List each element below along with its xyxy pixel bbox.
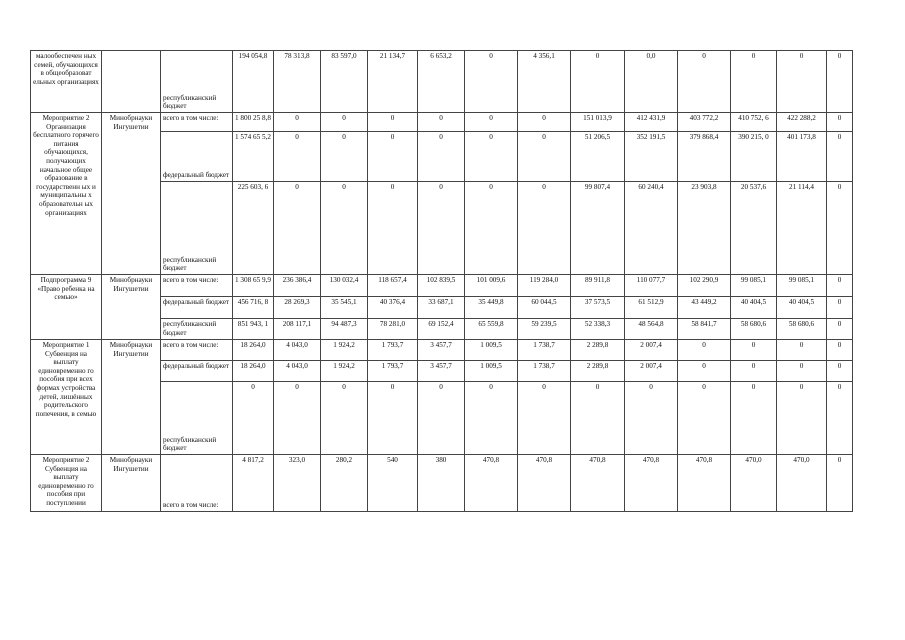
amount-cell: 1 793,7 [368, 340, 418, 361]
amount-cell: 352 191,5 [625, 132, 678, 182]
amount-cell: 0 [518, 382, 571, 455]
amount-cell: 1 574 65 5,2 [233, 132, 274, 182]
amount-cell: 52 338,3 [571, 319, 625, 340]
funding-source-cell: федеральный бюджет [161, 361, 233, 382]
amount-cell: 0 [731, 340, 777, 361]
amount-cell: 0 [678, 382, 731, 455]
executor-cell: Минобрнауки Ингушетии [102, 455, 161, 512]
activity-name-cell: Мероприятие 2 Субвенция на выплату единовременно го пособия при поступлении [31, 455, 102, 512]
amount-cell: 390 215, 0 [731, 132, 777, 182]
amount-cell: 99 085,1 [777, 275, 827, 297]
amount-cell: 118 657,4 [368, 275, 418, 297]
amount-cell: 0 [678, 51, 731, 113]
amount-cell: 470,8 [678, 455, 731, 512]
amount-cell: 0 [321, 382, 368, 455]
executor-cell: Минобрнауки Ингушетии [102, 340, 161, 455]
amount-cell: 6 653,2 [418, 51, 465, 113]
amount-cell: 0 [678, 361, 731, 382]
amount-cell: 470,8 [518, 455, 571, 512]
amount-cell: 0 [418, 182, 465, 275]
amount-cell: 99 085,1 [731, 275, 777, 297]
amount-cell: 4 043,0 [274, 361, 321, 382]
amount-cell: 0 [731, 382, 777, 455]
amount-cell: 0 [321, 182, 368, 275]
amount-cell: 37 573,5 [571, 297, 625, 319]
amount-cell: 0,0 [625, 51, 678, 113]
amount-cell: 0 [465, 51, 518, 113]
amount-cell: 0 [518, 182, 571, 275]
amount-cell: 4 043,0 [274, 340, 321, 361]
amount-cell: 0 [827, 132, 853, 182]
amount-cell: 0 [368, 132, 418, 182]
amount-cell: 21 114,4 [777, 182, 827, 275]
amount-cell: 1 009,5 [465, 361, 518, 382]
amount-cell: 280,2 [321, 455, 368, 512]
amount-cell: 0 [571, 382, 625, 455]
amount-cell: 208 117,1 [274, 319, 321, 340]
amount-cell: 0 [777, 382, 827, 455]
amount-cell: 0 [827, 51, 853, 113]
amount-cell: 99 807,4 [571, 182, 625, 275]
amount-cell: 0 [731, 361, 777, 382]
amount-cell: 225 603, 6 [233, 182, 274, 275]
amount-cell: 470,0 [731, 455, 777, 512]
amount-cell: 1 793,7 [368, 361, 418, 382]
amount-cell: 59 239,5 [518, 319, 571, 340]
amount-cell: 422 288,2 [777, 113, 827, 132]
table-row [31, 51, 853, 113]
amount-cell: 470,8 [465, 455, 518, 512]
amount-cell: 89 911,8 [571, 275, 625, 297]
amount-cell: 0 [827, 182, 853, 275]
amount-cell: 0 [678, 340, 731, 361]
amount-cell: 0 [827, 297, 853, 319]
amount-cell: 0 [518, 132, 571, 182]
executor-cell: Минобрнауки Ингушетии [102, 275, 161, 340]
amount-cell: 0 [827, 361, 853, 382]
amount-cell: 102 290,9 [678, 275, 731, 297]
amount-cell: 18 264,0 [233, 361, 274, 382]
amount-cell: 48 564,8 [625, 319, 678, 340]
amount-cell: 1 924,2 [321, 361, 368, 382]
amount-cell: 18 264,0 [233, 340, 274, 361]
amount-cell: 94 487,3 [321, 319, 368, 340]
amount-cell: 21 134,7 [368, 51, 418, 113]
funding-source-cell: республиканский бюджет [161, 182, 233, 275]
activity-name-cell: Подпрограмма 9 «Право ребенка на семью» [31, 275, 102, 340]
funding-source-cell: республиканский бюджет [161, 382, 233, 455]
funding-source-cell: всего в том числе: [161, 455, 233, 512]
amount-cell: 410 752, 6 [731, 113, 777, 132]
amount-cell: 51 206,5 [571, 132, 625, 182]
table-body [31, 51, 853, 512]
amount-cell: 4 356,1 [518, 51, 571, 113]
funding-source-cell: федеральный бюджет [161, 132, 233, 182]
amount-cell: 851 943, 1 [233, 319, 274, 340]
amount-cell: 0 [233, 382, 274, 455]
amount-cell: 0 [827, 275, 853, 297]
amount-cell: 0 [418, 113, 465, 132]
funding-source-cell: республиканский бюджет [161, 319, 233, 340]
amount-cell: 130 032,4 [321, 275, 368, 297]
amount-cell: 0 [418, 132, 465, 182]
amount-cell: 40 404,5 [731, 297, 777, 319]
amount-cell: 35 449,8 [465, 297, 518, 319]
amount-cell: 4 817,2 [233, 455, 274, 512]
amount-cell: 0 [465, 113, 518, 132]
amount-cell: 0 [827, 319, 853, 340]
amount-cell: 0 [827, 340, 853, 361]
amount-cell: 1 924,2 [321, 340, 368, 361]
funding-source-cell: федеральный бюджет [161, 297, 233, 319]
amount-cell: 3 457,7 [418, 340, 465, 361]
amount-cell: 401 173,8 [777, 132, 827, 182]
amount-cell: 33 687,1 [418, 297, 465, 319]
amount-cell: 412 431,9 [625, 113, 678, 132]
amount-cell: 380 [418, 455, 465, 512]
amount-cell: 3 457,7 [418, 361, 465, 382]
amount-cell: 60 240,4 [625, 182, 678, 275]
amount-cell: 194 054,8 [233, 51, 274, 113]
executor-cell [102, 51, 161, 113]
amount-cell: 1 738,7 [518, 340, 571, 361]
amount-cell: 0 [418, 382, 465, 455]
amount-cell: 40 404,5 [777, 297, 827, 319]
amount-cell: 0 [274, 382, 321, 455]
amount-cell: 0 [518, 113, 571, 132]
activity-name-cell: Мероприятие 2 Организация бесплатного горячего питания обучающихся, получающих начальное общее образование в государственн ых и муниципальны х образовательн ых организациях [31, 113, 102, 275]
table-row [31, 275, 853, 297]
amount-cell: 236 386,4 [274, 275, 321, 297]
amount-cell: 83 597,0 [321, 51, 368, 113]
amount-cell: 78 281,0 [368, 319, 418, 340]
table-row [31, 113, 853, 132]
amount-cell: 0 [274, 182, 321, 275]
table-row [31, 455, 853, 512]
amount-cell: 456 716, 8 [233, 297, 274, 319]
amount-cell: 540 [368, 455, 418, 512]
amount-cell: 0 [465, 182, 518, 275]
funding-source-cell: всего в том числе: [161, 275, 233, 297]
amount-cell: 0 [731, 51, 777, 113]
amount-cell: 2 289,8 [571, 361, 625, 382]
amount-cell: 101 009,6 [465, 275, 518, 297]
funding-source-cell: республиканский бюджет [161, 51, 233, 113]
amount-cell: 0 [274, 132, 321, 182]
table-row [31, 340, 853, 361]
funding-source-cell: всего в том числе: [161, 340, 233, 361]
amount-cell: 0 [777, 340, 827, 361]
amount-cell: 60 044,5 [518, 297, 571, 319]
amount-cell: 0 [777, 361, 827, 382]
amount-cell: 58 841,7 [678, 319, 731, 340]
amount-cell: 78 313,8 [274, 51, 321, 113]
amount-cell: 379 868,4 [678, 132, 731, 182]
amount-cell: 0 [571, 51, 625, 113]
amount-cell: 470,0 [777, 455, 827, 512]
amount-cell: 0 [465, 382, 518, 455]
amount-cell: 0 [625, 382, 678, 455]
activity-name-cell: Мероприятие 1 Субвенция на выплату единовременно го пособия при всех формах устройства детей, лишённых родительского попечения, в семью [31, 340, 102, 455]
amount-cell: 40 376,4 [368, 297, 418, 319]
budget-table [30, 50, 853, 512]
amount-cell: 102 839,5 [418, 275, 465, 297]
amount-cell: 1 800 25 8,8 [233, 113, 274, 132]
amount-cell: 20 537,6 [731, 182, 777, 275]
amount-cell: 1 738,7 [518, 361, 571, 382]
amount-cell: 69 152,4 [418, 319, 465, 340]
amount-cell: 1 009,5 [465, 340, 518, 361]
amount-cell: 1 308 65 9,9 [233, 275, 274, 297]
amount-cell: 0 [368, 182, 418, 275]
amount-cell: 0 [321, 113, 368, 132]
amount-cell: 0 [368, 113, 418, 132]
amount-cell: 65 559,8 [465, 319, 518, 340]
amount-cell: 43 449,2 [678, 297, 731, 319]
activity-name-cell: малообеспечен ных семей, обучающихся в общеобразоват ельных организациях [31, 51, 102, 113]
amount-cell: 2 007,4 [625, 361, 678, 382]
amount-cell: 151 013,9 [571, 113, 625, 132]
amount-cell: 0 [827, 455, 853, 512]
funding-source-cell: всего в том числе: [161, 113, 233, 132]
amount-cell: 0 [321, 132, 368, 182]
amount-cell: 323,0 [274, 455, 321, 512]
amount-cell: 2 007,4 [625, 340, 678, 361]
amount-cell: 0 [827, 113, 853, 132]
amount-cell: 2 289,8 [571, 340, 625, 361]
amount-cell: 0 [274, 113, 321, 132]
amount-cell: 470,8 [625, 455, 678, 512]
amount-cell: 0 [465, 132, 518, 182]
amount-cell: 23 903,8 [678, 182, 731, 275]
amount-cell: 58 680,6 [777, 319, 827, 340]
amount-cell: 58 680,6 [731, 319, 777, 340]
amount-cell: 28 269,3 [274, 297, 321, 319]
amount-cell: 61 512,9 [625, 297, 678, 319]
amount-cell: 0 [368, 382, 418, 455]
amount-cell: 35 545,1 [321, 297, 368, 319]
amount-cell: 0 [827, 382, 853, 455]
amount-cell: 403 772,2 [678, 113, 731, 132]
executor-cell: Минобрнауки Ингушетии [102, 113, 161, 275]
amount-cell: 110 077,7 [625, 275, 678, 297]
amount-cell: 119 284,0 [518, 275, 571, 297]
amount-cell: 0 [777, 51, 827, 113]
amount-cell: 470,8 [571, 455, 625, 512]
